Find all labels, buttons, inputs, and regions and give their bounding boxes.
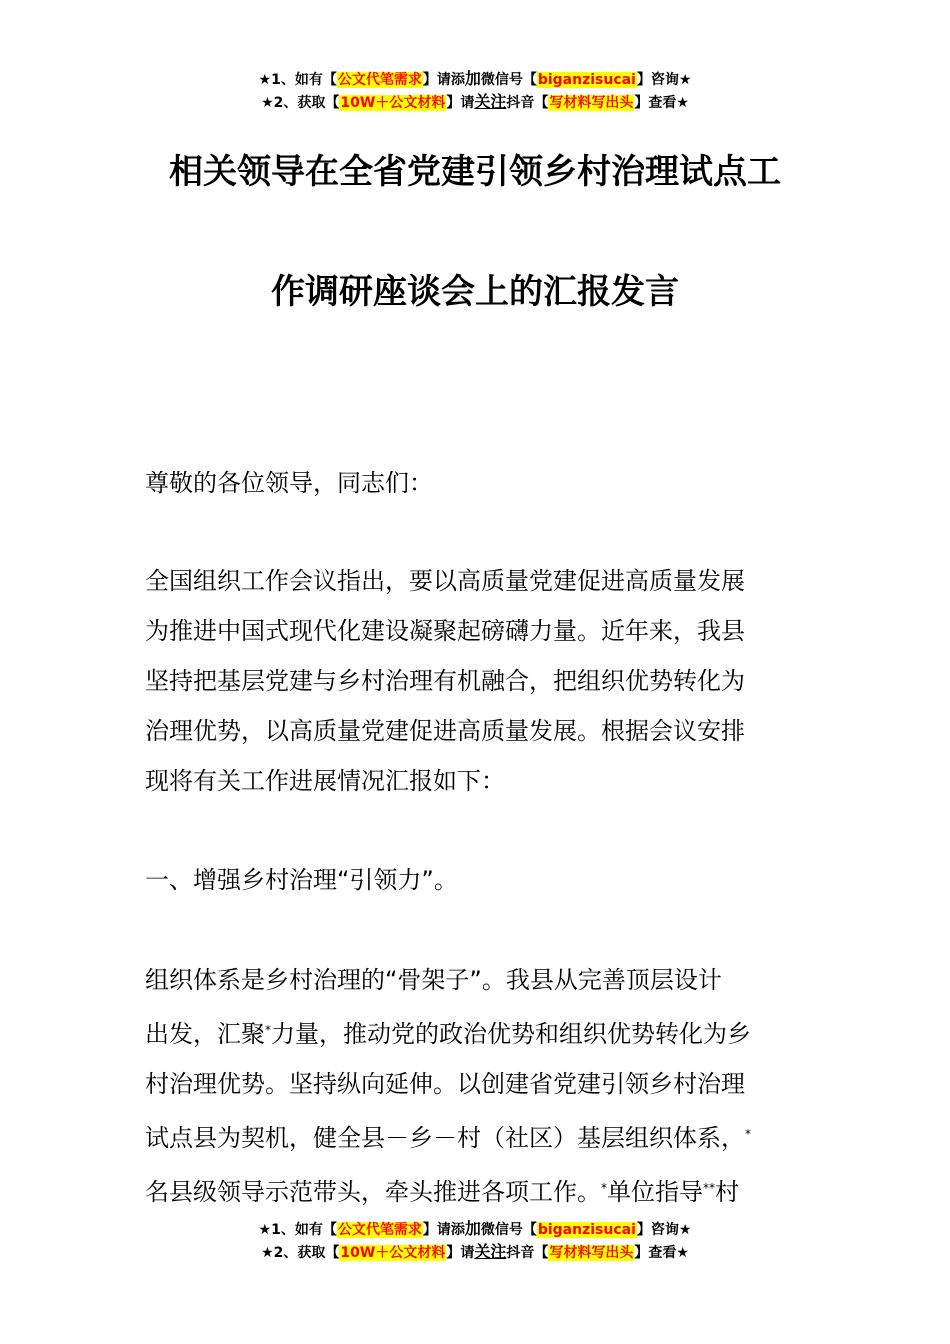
paragraph-line: 为推进中国式现代化建设凝聚起磅礴力量。近年来，我县 bbox=[145, 617, 745, 645]
paragraph-line bbox=[145, 1109, 813, 1163]
banner-emphasis: 关注 bbox=[474, 92, 507, 111]
highlight-materials: 10W＋公文材料 bbox=[340, 95, 446, 111]
text: 村 bbox=[715, 1178, 739, 1206]
banner-text: 】查看★ bbox=[634, 1245, 689, 1261]
paragraph-line bbox=[145, 1163, 813, 1217]
top-banner bbox=[0, 68, 950, 114]
highlight-materials: 10W＋公文材料 bbox=[340, 1245, 446, 1261]
banner-text: 微信号【 bbox=[480, 1222, 537, 1238]
banner-text: 】请 bbox=[446, 95, 475, 111]
banner-emphasis: 加 bbox=[464, 1219, 481, 1238]
banner-text: 】咨询★ bbox=[636, 1222, 692, 1238]
highlight-wechat-id: biganzisucai bbox=[537, 72, 636, 88]
banner-text: 】请 bbox=[446, 1245, 475, 1261]
text: 出发，汇聚 bbox=[145, 1020, 265, 1048]
banner-text: 】咨询★ bbox=[636, 72, 692, 88]
banner-text: ★2、获取【 bbox=[261, 1245, 340, 1261]
section-heading-1 bbox=[145, 855, 813, 905]
banner-line-1 bbox=[0, 1218, 950, 1241]
highlight-service: 公文代笔需求 bbox=[337, 1222, 422, 1238]
salutation: 尊敬的各位领导，同志们： bbox=[145, 469, 433, 497]
highlight-service: 公文代笔需求 bbox=[337, 72, 422, 88]
highlight-douyin-id: 写材料写出头 bbox=[549, 1245, 634, 1261]
banner-text: 】查看★ bbox=[634, 95, 689, 111]
redaction-mark: * bbox=[265, 1023, 271, 1037]
paragraph-line: 现将有关工作进展情况汇报如下： bbox=[145, 767, 505, 795]
paragraph-1 bbox=[145, 556, 813, 806]
banner-text: 】请添 bbox=[422, 1222, 465, 1238]
banner-text: 抖音【 bbox=[506, 95, 549, 111]
paragraph-line: 村治理优势。坚持纵向延伸。以创建省党建引领乡村治理 bbox=[145, 1070, 745, 1098]
document-title-line-1: 相关领导在全省党建引领乡村治理试点工 bbox=[169, 152, 781, 192]
banner-text: ★1、如有【 bbox=[258, 1222, 337, 1238]
text: 试点县为契机，健全县－乡－村（社区）基层组织体系， bbox=[145, 1124, 745, 1152]
document-title-line-2: 作调研座谈会上的汇报发言 bbox=[271, 272, 679, 312]
banner-line-2 bbox=[0, 1241, 950, 1264]
banner-text: 微信号【 bbox=[480, 72, 537, 88]
redaction-mark: * bbox=[601, 1181, 607, 1195]
document-body bbox=[145, 458, 813, 508]
banner-line-1 bbox=[0, 68, 950, 91]
paragraph-line: 全国组织工作会议指出，要以高质量党建促进高质量发展 bbox=[145, 567, 745, 595]
text: 力量，推动党的政治优势和组织优势转化为乡 bbox=[271, 1020, 751, 1048]
bottom-banner bbox=[0, 1218, 950, 1264]
paragraph-line: 组织体系是乡村治理的“骨架子”。我县从完善顶层设计 bbox=[145, 966, 722, 994]
paragraph-2 bbox=[145, 955, 813, 1217]
heading-text: 一、增强乡村治理“引领力”。 bbox=[145, 866, 458, 894]
banner-text: ★2、获取【 bbox=[261, 95, 340, 111]
highlight-douyin-id: 写材料写出头 bbox=[549, 95, 634, 111]
banner-emphasis: 关注 bbox=[474, 1242, 507, 1261]
redaction-mark: ** bbox=[703, 1181, 715, 1195]
banner-text: ★1、如有【 bbox=[258, 72, 337, 88]
paragraph-line: 坚持把基层党建与乡村治理有机融合，把组织优势转化为 bbox=[145, 667, 745, 695]
banner-text: 】请添 bbox=[422, 72, 465, 88]
paragraph-line: 治理优势，以高质量党建促进高质量发展。根据会议安排 bbox=[145, 717, 745, 745]
redaction-mark: * bbox=[745, 1127, 751, 1141]
banner-emphasis: 加 bbox=[464, 69, 481, 88]
banner-line-2 bbox=[0, 91, 950, 114]
highlight-wechat-id: biganzisucai bbox=[537, 1222, 636, 1238]
text: 单位指导 bbox=[607, 1178, 703, 1206]
banner-text: 抖音【 bbox=[506, 1245, 549, 1261]
paragraph-line bbox=[145, 1005, 813, 1059]
text: 名县级领导示范带头，牵头推进各项工作。 bbox=[145, 1178, 601, 1206]
